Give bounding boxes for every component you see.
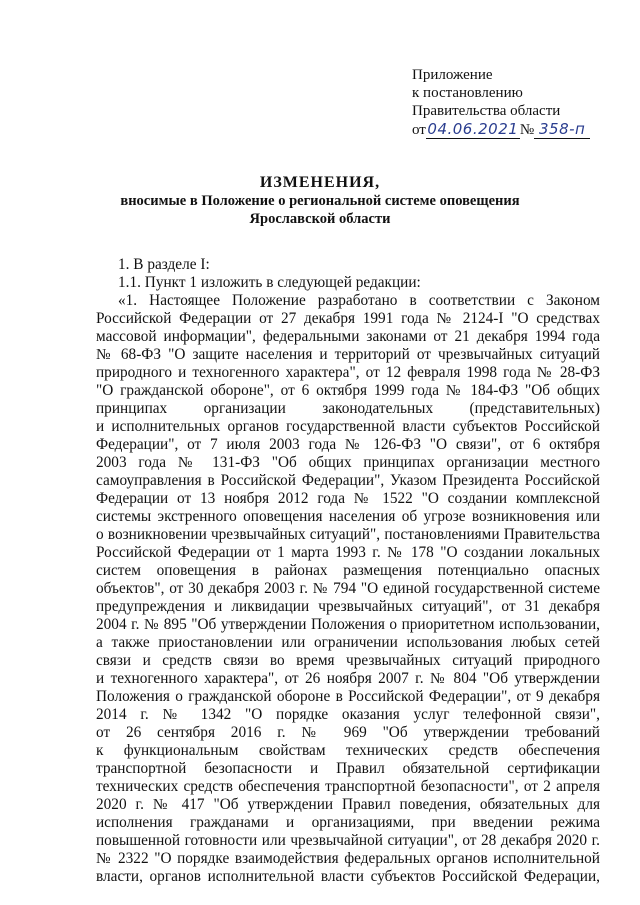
body-line: 2003 года № 131-ФЗ "Об общих принципах организации местного [96,454,600,471]
body-line: № 2322 "О порядке взаимодействия федеральных органов исполнительной [96,850,600,867]
body-line: о возникновении чрезвычайных ситуаций", постановлениями Правительства [96,526,600,543]
body-line: и исполнительных органов государственной власти субъектов Российской [96,418,600,435]
body-line: а также приостановлении или ограничении использования любых сетей [96,634,600,651]
appendix-line-1: Приложение [412,67,493,83]
body-line: Российской Федерации от 1 марта 1993 г. № 178 "О создании локальных [96,544,600,561]
appendix-header [412,66,632,139]
date-prefix: от [412,122,426,138]
body-line: природного и техногенного характера", от 12 февраля 1998 года № 28-ФЗ [96,364,600,381]
appendix-line-2: к постановлению [412,85,523,101]
body-line: Федерации", от 7 июля 2003 года № 126-ФЗ "О связи", от 6 октября [96,436,600,453]
body-line: предупреждения и ликвидации чрезвычайных ситуаций", от 31 декабря [96,598,600,615]
body-line: систем оповещения в районах размещения потенциально опасных [96,562,600,579]
document-subtitle-2: Ярославской области [249,211,391,227]
body-line: 2020 г. № 417 "Об утверждении Правил поведения, обязательных для [96,796,600,813]
body-line: к функциональным свойствам технических средств обеспечения [96,742,600,759]
body-line: и техногенного характера", от 26 ноября 2007 г. № 804 "Об утверждении [96,670,600,687]
body-line: "О гражданской обороне", от 6 октября 1999 года № 184-ФЗ "Об общих [96,382,600,399]
body-line: Федерации от 13 ноября 2012 года № 1522 "О создании комплексной [96,490,600,507]
body-line: повышенной готовности или чрезвычайной ситуации", от 28 декабря 2020 г. [96,832,600,849]
body-line: 2014 г. № 1342 "О порядке оказания услуг телефонной связи", [96,706,600,723]
document-title: ИЗМЕНЕНИЯ, [259,174,381,191]
body-line: самоуправления в Российской Федерации", Указом Президента Российской [96,472,600,489]
body-line: объектов", от 30 декабря 2003 г. № 794 "О единой государственной системе [96,580,600,597]
body-line: 2004 г. № 895 "Об утверждении Положения о приоритетном использовании, [96,616,600,633]
body-line: связи и средств связи во время чрезвычайных ситуаций природного [96,652,600,669]
handwritten-number: 358-п [534,120,590,139]
appendix-line-3: Правительства области [412,103,561,119]
body-line: власти, органов исполнительной власти субъектов Российской Федерации, [96,868,600,885]
body-line: «1. Настоящее Положение разработано в соответствии с Законом [118,292,600,309]
body-line: 1.1. Пункт 1 изложить в следующей редакции: [118,274,421,291]
body-line: технических средств обеспечения транспортной безопасности", от 2 апреля [96,778,600,795]
body-line: исполнения гражданами и организациями, при введении режима [96,814,600,831]
document-subtitle-1: вносимые в Положение о региональной системе оповещения [120,193,520,209]
body-line: № 68-ФЗ "О защите населения и территорий от чрезвычайных ситуаций [96,346,600,363]
body-line: принципах организации законодательных (представительных) [96,400,600,417]
body-line: массовой информации", федеральными законами от 21 декабря 1994 года [96,328,600,345]
body-line: от 26 сентября 2016 г. № 969 "Об утверждении требований [96,724,600,741]
body-line: транспортной безопасности и Правил обязательной сертификации [96,760,600,777]
body-line: системы экстренного оповещения населения об угрозе возникновения или [96,508,600,525]
body-line: 1. В разделе I: [118,256,210,273]
appendix-date-line [412,120,632,139]
body-line: Российской Федерации от 27 декабря 1991 года № 2124-I "О средствах [96,310,600,327]
handwritten-date: 04.06.2021 [427,120,519,138]
body-line: Положения о гражданской обороне в Российской Федерации", от 9 декабря [96,688,600,705]
number-sign: № [519,122,535,138]
